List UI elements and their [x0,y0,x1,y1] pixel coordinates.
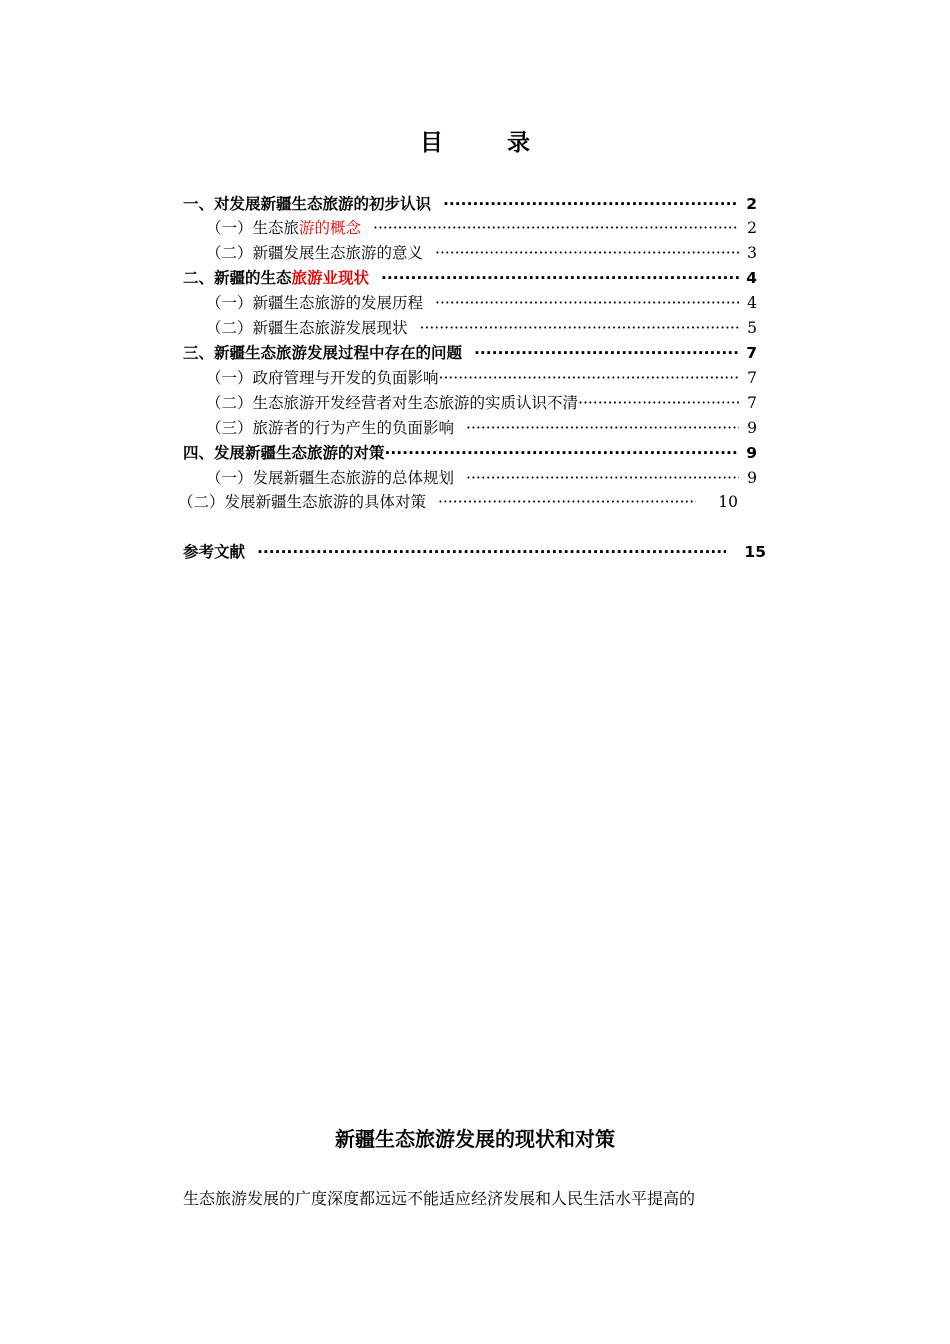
toc-leader-dots [420,316,739,340]
toc-entry[interactable] [206,291,757,315]
toc-leader-dots [443,192,739,216]
toc-page-number: 15 [744,543,766,561]
toc-leader-dots [578,391,739,415]
toc-leader-dots [439,366,739,390]
toc-entry-highlight: 旅游业现状 [291,269,370,287]
toc-page-number: 7 [747,394,757,412]
toc-page-number: 9 [747,469,757,487]
toc-leader-dots [381,266,739,290]
toc-page-number: 5 [747,319,757,337]
toc-entry-text: （二）发展新疆生态旅游的具体对策 [178,493,427,511]
toc-entry-text: 参考文献 [183,543,246,561]
toc-page-number: 9 [747,419,757,437]
toc-entry[interactable] [206,316,757,340]
toc-entry-text: （二）新疆发展生态旅游的意义 [206,244,424,262]
toc-entry-text: （三）旅游者的行为产生的负面影响 [206,419,455,437]
toc-entry[interactable] [183,441,757,465]
toc-entry[interactable] [206,216,757,240]
toc-entry-text: （一）政府管理与开发的负面影响 [206,369,439,387]
toc-leader-dots [438,490,696,514]
document-heading: 新疆生态旅游发展的现状和对策 [335,1127,615,1151]
toc-entry[interactable] [183,540,766,564]
toc-page-number: 9 [746,444,757,462]
toc-entry[interactable] [183,341,757,365]
toc-entry-text: 三、新疆生态旅游发展过程中存在的问题 [183,344,463,362]
toc-entry[interactable] [206,241,757,265]
toc-leader-dots [466,466,739,490]
toc-leader-dots [373,216,739,240]
toc-entry-text: （一）生态旅 [206,219,300,237]
toc-entry[interactable] [206,391,757,415]
toc-entry-text: （一）新疆生态旅游的发展历程 [206,294,424,312]
toc-entry[interactable] [206,416,757,440]
toc-page-number: 10 [718,493,738,511]
toc-entry-text: （二）生态旅游开发经营者对生态旅游的实质认识不清 [206,394,579,412]
toc-entry[interactable] [206,366,757,390]
toc-page-number: 7 [746,344,757,362]
toc-page-number: 7 [747,369,757,387]
toc-leader-dots [435,291,739,315]
toc-leader-dots [257,540,726,564]
toc-leader-dots [466,416,739,440]
toc-entry[interactable] [183,192,757,216]
toc-entry-text: 一、对发展新疆生态旅游的初步认识 [183,195,432,213]
toc-entry-text: 二、新疆的生态 [183,269,292,287]
toc-entry-text: 四、发展新疆生态旅游的对策 [183,444,385,462]
toc-page-number: 3 [747,244,757,262]
body-paragraph: 生态旅游发展的广度深度都远远不能适应经济发展和人民生活水平提高的 [183,1189,696,1208]
toc-entry[interactable] [206,466,757,490]
toc-page-number: 2 [747,219,757,237]
toc-page-number: 2 [746,195,757,213]
toc-leader-dots [385,441,739,465]
toc-entry-text: （一）发展新疆生态旅游的总体规划 [206,469,455,487]
toc-page-number: 4 [747,294,757,312]
toc-entry-text: （二）新疆生态旅游发展现状 [206,319,408,337]
toc-entry-highlight: 游的概念 [299,219,362,237]
toc-entry[interactable] [178,490,738,514]
toc-leader-dots [435,241,739,265]
toc-title: 目 录 [419,130,558,156]
toc-entry[interactable] [183,266,757,290]
toc-page-number: 4 [746,269,757,287]
toc-leader-dots [474,341,739,365]
